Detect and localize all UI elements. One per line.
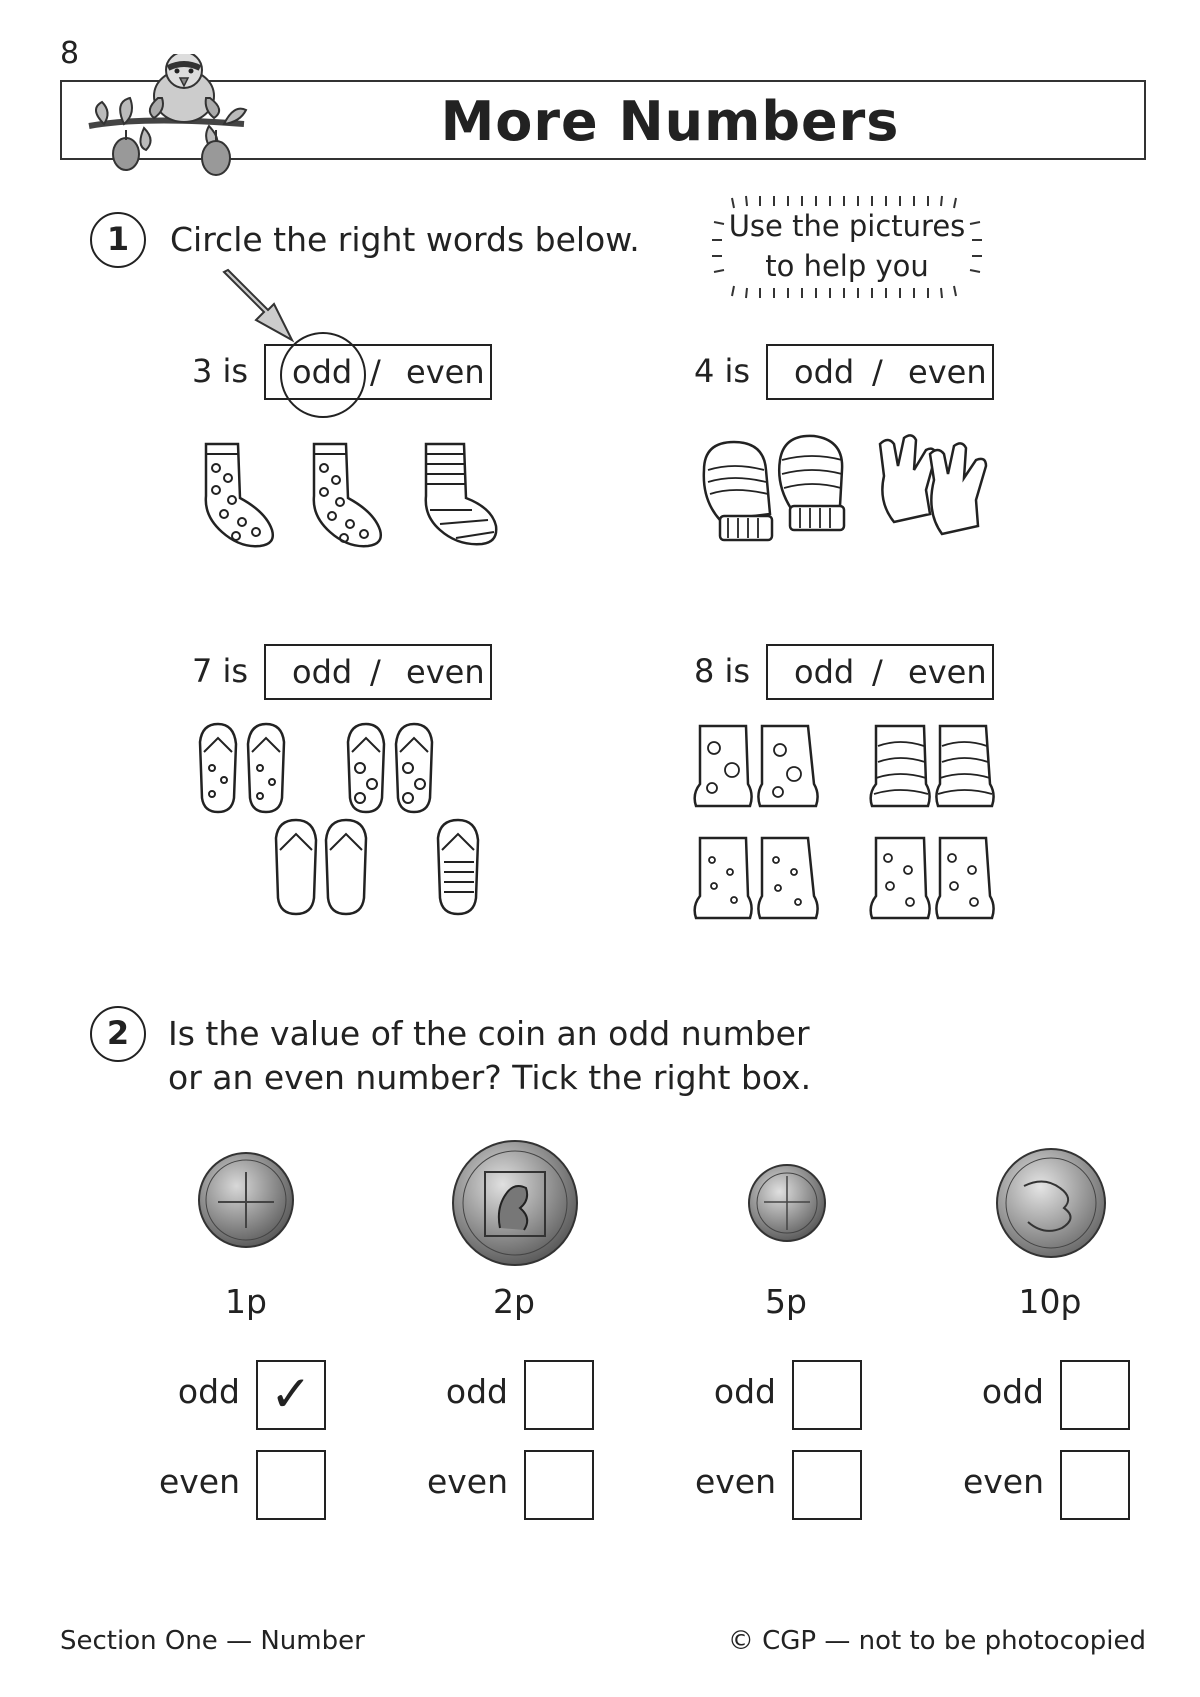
bird-on-branch-illustration: [84, 54, 254, 189]
page-number: 8: [60, 36, 80, 71]
coin-5p-odd-checkbox[interactable]: [792, 1360, 862, 1430]
even-label: even: [426, 1462, 508, 1501]
mittens-gloves-illustration: [694, 430, 1004, 550]
choice-even[interactable]: even: [406, 653, 485, 691]
coin-10p-image: [994, 1146, 1108, 1260]
question-2-instruction-line-2: or an even number? Tick the right box.: [168, 1058, 812, 1097]
coin-1p-even-checkbox[interactable]: [256, 1450, 326, 1520]
hint-line-1: Use the pictures: [728, 209, 966, 243]
even-label: even: [962, 1462, 1044, 1501]
choice-even[interactable]: even: [908, 653, 987, 691]
hint-line-2: to help you: [765, 249, 929, 283]
choice-even[interactable]: even: [406, 353, 485, 391]
coin-label-10p: 10p: [1018, 1282, 1082, 1321]
odd-label: odd: [713, 1372, 776, 1411]
choice-box[interactable]: [766, 344, 994, 400]
coin-1p-odd-checkbox[interactable]: ✓: [256, 1360, 326, 1430]
choice-box[interactable]: [264, 644, 492, 700]
statement-prefix: 3 is: [192, 352, 249, 390]
coin-label-1p: 1p: [225, 1282, 267, 1321]
coin-2p-image: [450, 1138, 580, 1268]
choice-box[interactable]: [766, 644, 994, 700]
coin-5p-even-checkbox[interactable]: [792, 1450, 862, 1520]
choice-separator: /: [872, 353, 883, 391]
question-1-number: 1: [90, 212, 146, 268]
hint-bubble: [712, 192, 982, 302]
answer-circle: [280, 332, 366, 418]
choice-odd[interactable]: odd: [292, 353, 353, 391]
statement-prefix: 7 is: [192, 652, 249, 690]
coin-2p-even-checkbox[interactable]: [524, 1450, 594, 1520]
coin-10p-odd-checkbox[interactable]: [1060, 1360, 1130, 1430]
choice-odd[interactable]: odd: [794, 653, 855, 691]
page-title: More Numbers: [440, 90, 900, 153]
choice-odd[interactable]: odd: [292, 653, 353, 691]
coin-1p-image: [196, 1150, 296, 1250]
question-2-instruction-line-1: Is the value of the coin an odd number: [168, 1014, 810, 1053]
choice-separator: /: [370, 353, 381, 391]
socks-illustration: [196, 440, 516, 552]
coin-label-2p: 2p: [493, 1282, 535, 1321]
coin-2p-odd-checkbox[interactable]: [524, 1360, 594, 1430]
footer-section: Section One — Number: [60, 1626, 365, 1656]
question-2-number: 2: [90, 1006, 146, 1062]
question-1-instruction: Circle the right words below.: [170, 220, 640, 259]
coin-5p-image: [746, 1162, 828, 1244]
even-label: even: [694, 1462, 776, 1501]
flip-flops-illustration: [192, 722, 512, 922]
coin-10p-even-checkbox[interactable]: [1060, 1450, 1130, 1520]
hint-text: [712, 206, 982, 286]
choice-separator: /: [872, 653, 883, 691]
statement-prefix: 4 is: [694, 352, 751, 390]
arrow-icon: [218, 266, 298, 346]
footer-copyright: © CGP — not to be photocopied: [727, 1626, 1146, 1656]
choice-separator: /: [370, 653, 381, 691]
coin-label-5p: 5p: [765, 1282, 807, 1321]
statement-prefix: 8 is: [694, 652, 751, 690]
choice-odd[interactable]: odd: [794, 353, 855, 391]
choice-even[interactable]: even: [908, 353, 987, 391]
even-label: even: [158, 1462, 240, 1501]
boots-illustration: [690, 722, 1010, 932]
odd-label: odd: [445, 1372, 508, 1411]
odd-label: odd: [981, 1372, 1044, 1411]
odd-label: odd: [177, 1372, 240, 1411]
